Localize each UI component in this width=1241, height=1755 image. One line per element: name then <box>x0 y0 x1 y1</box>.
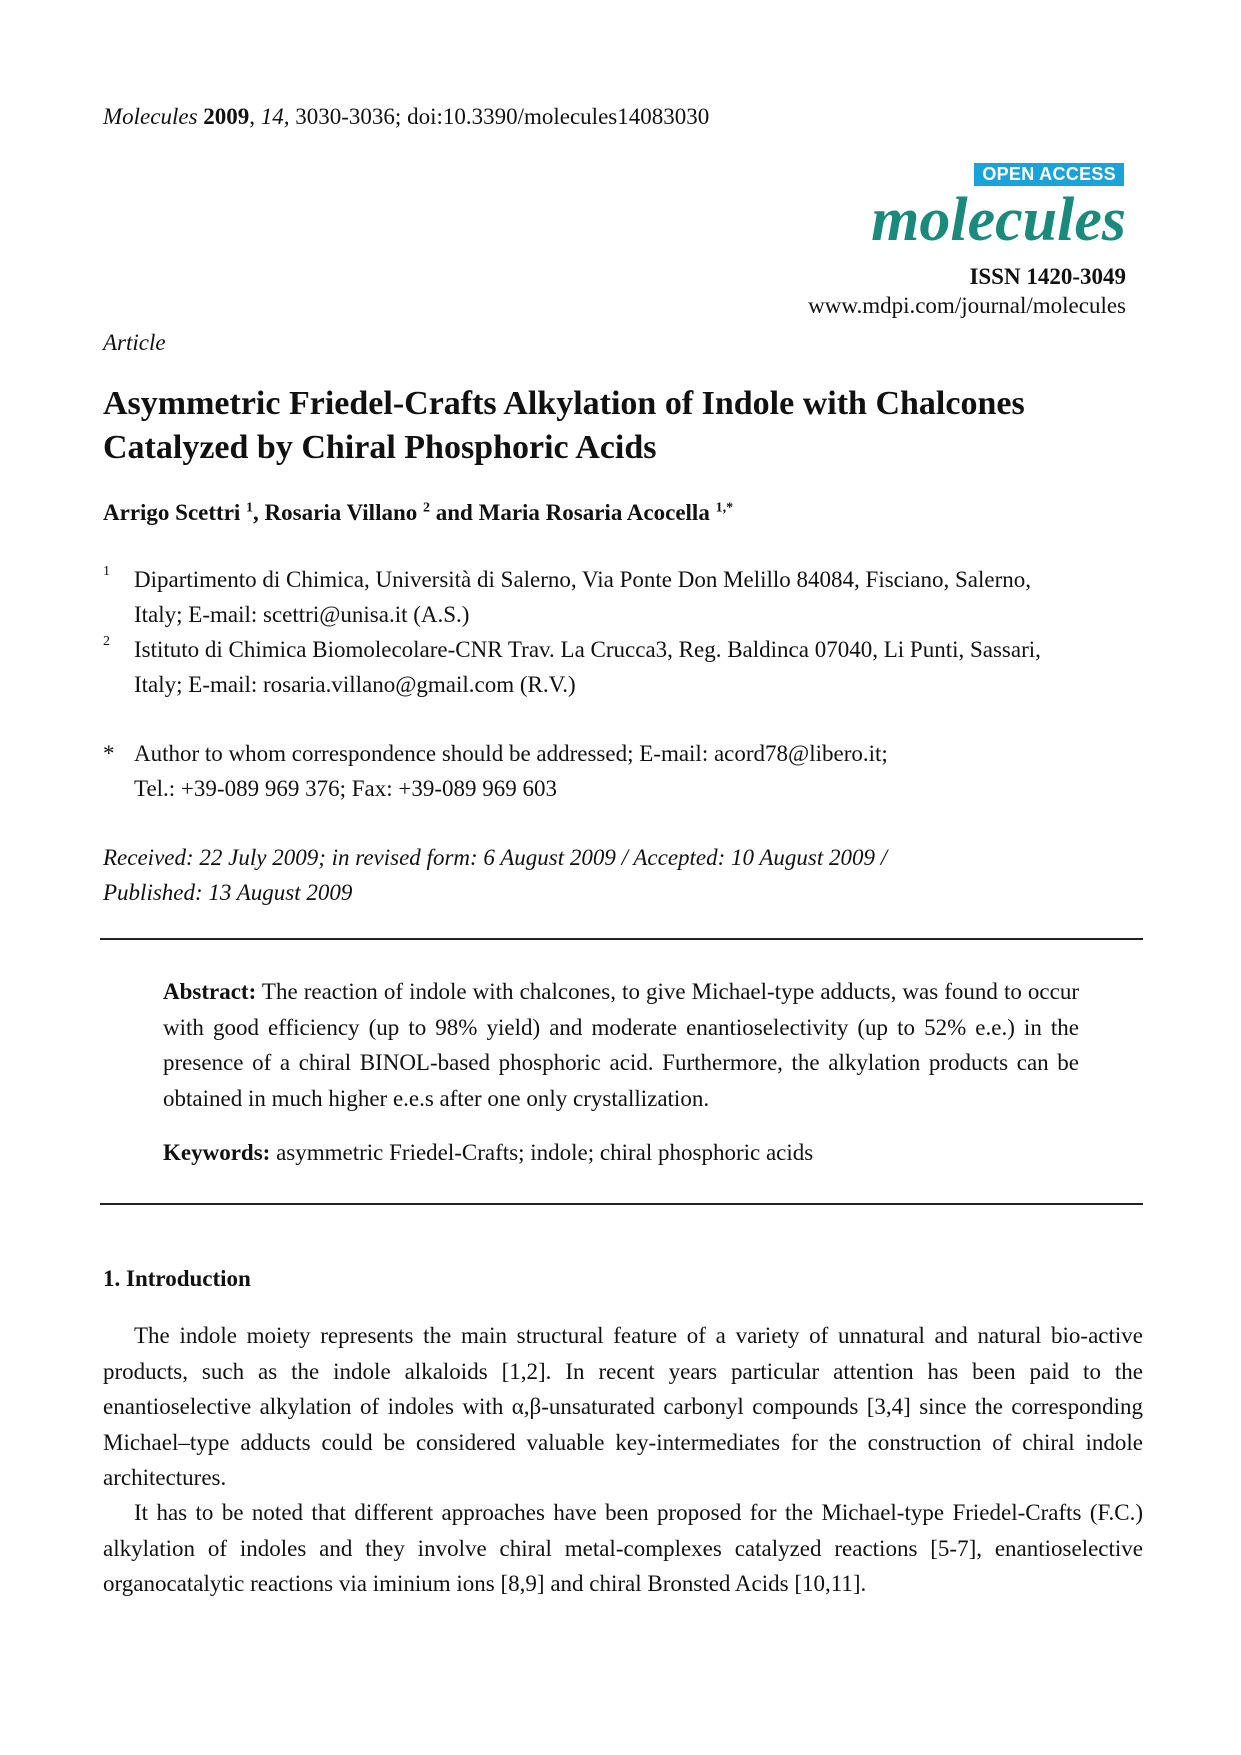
affiliation-1: 1 Dipartimento di Chimica, Università di Salerno, Via Ponte Don Melillo 84084, Fisciano, Salerno, Italy; E-mail: scettri@unisa.it (A.S.) <box>103 564 1031 627</box>
author-affiliation-mark: 1 <box>246 500 254 516</box>
divider-top <box>100 938 1143 940</box>
author-list: Arrigo Scettri $^1$, Rosaria Villano $^2$ and Maria Rosaria Acocella $^{1,*}$ <box>103 500 734 525</box>
author-affiliation-mark: 2 <box>423 500 431 516</box>
open-access-badge: OPEN ACCESS <box>974 163 1124 186</box>
issn: ISSN 1420-3049 <box>969 264 1126 289</box>
citation-line: Molecules 2009, 14, 3030-3036; doi:10.3390/molecules14083030 <box>103 104 710 129</box>
intro-paragraph-1: The indole moiety represents the main structural feature of a variety of unnatural and natural bio-active products, such as the indole alkaloids [1,2]. In recent years particular attention has been paid to the enantioselective alkylation of indoles with α,β-unsaturated carbonyl compounds [3,4] since the corresponding Michael–type adducts could be considered valuable key-intermediates for the construction of chiral indole architectures. <box>103 1323 1143 1490</box>
paper-title: Asymmetric Friedel-Crafts Alkylation of Indole with Chalcones Catalyzed by Chiral Phosphoric Acids <box>103 385 1025 466</box>
publication-dates: Received: 22 July 2009; in revised form: 6 August 2009 / Accepted: 10 August 2009 / Published: 13 August 2009 <box>103 845 888 905</box>
author-name: Rosaria Villano <box>264 500 418 525</box>
divider-bottom <box>100 1203 1143 1205</box>
author-affiliation-mark: 1,* <box>715 500 734 516</box>
abstract: Abstract: The reaction of indole with chalcones, to give Michael-type adducts, was found to occur with good efficiency (up to 98% yield) and moderate enantioselectivity (up to 52% e.e.) in the presence of a chiral BINOL-based phosphoric acid. Furthermore, the alkylation products can be obtained in much higher e.e.s after one only crystallization. <box>163 979 1079 1111</box>
author-name: Arrigo Scettri <box>103 500 241 525</box>
correspondence-note: * Author to whom correspondence should be addressed; E-mail: acord78@libero.it; Tel.: +39-089 969 376; Fax: +39-089 969 603 <box>103 741 888 801</box>
journal-url[interactable]: www.mdpi.com/journal/molecules <box>808 293 1126 318</box>
intro-paragraph-2: It has to be noted that different approaches have been proposed for the Michael-type Friedel-Crafts (F.C.) alkylation of indoles and they involve chiral metal-complexes catalyzed reactions [5-7], enantioselective organocatalytic reactions via iminium ions [8,9] and chiral Bronsted Acids [10,11]. <box>103 1500 1143 1596</box>
section-heading: 1. Introduction <box>103 1266 251 1291</box>
author-name: Maria Rosaria Acocella <box>478 500 710 525</box>
affiliation-2: 2 Istituto di Chimica Biomolecolare-CNR Trav. La Crucca3, Reg. Baldinca 07040, Li Punti, Sassari, Italy; E-mail: rosaria.villano@gmail.com (R.V.) <box>103 634 1041 697</box>
journal-logo: molecules <box>871 186 1126 254</box>
article-type: Article <box>103 330 166 355</box>
keywords: Keywords: asymmetric Friedel-Crafts; indole; chiral phosphoric acids <box>163 1140 814 1165</box>
